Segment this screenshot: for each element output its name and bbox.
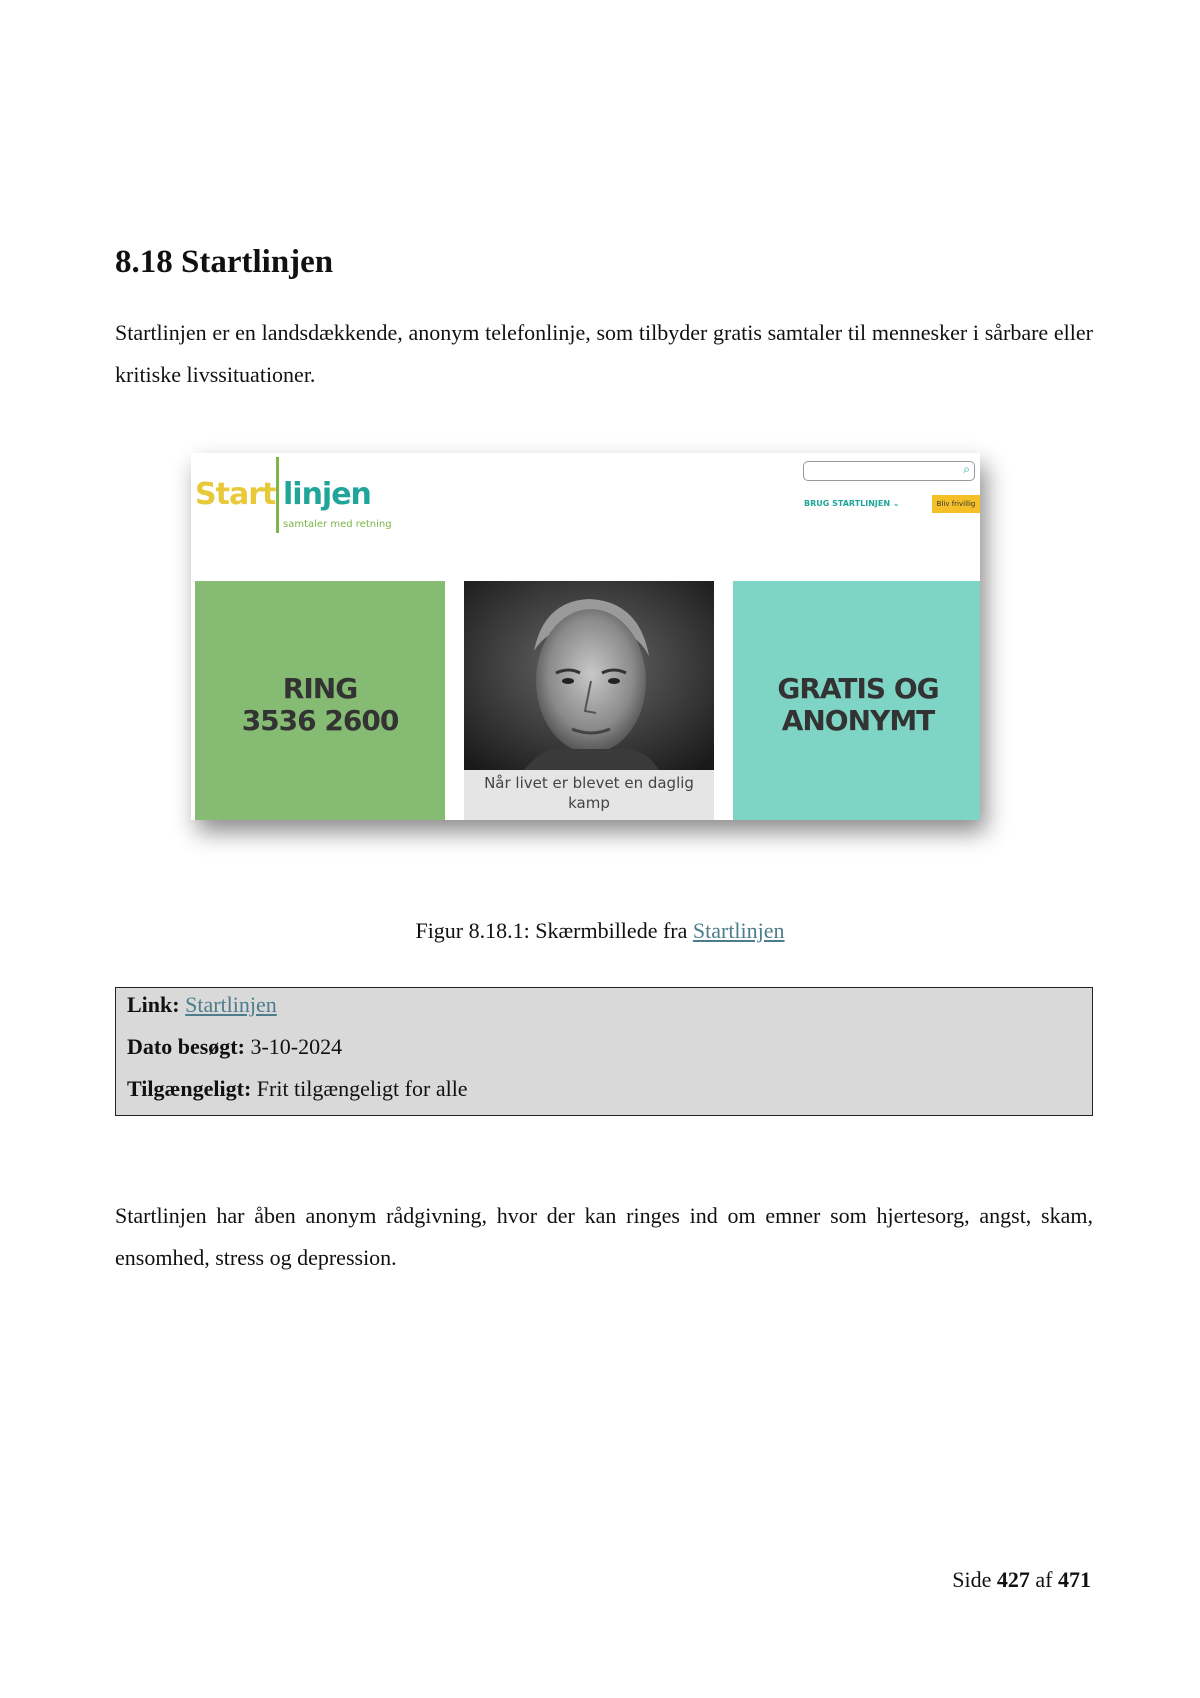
intro-paragraph: Startlinjen er en landsdækkende, anonym telefonlinje, som tilbyder gratis samtaler til mennesker i sårbare eller kritiske livssituationer. [115,320,1093,387]
section-title: 8.18 Startlinjen [115,244,334,280]
info-date-value: 3-10-2024 [250,1034,343,1059]
body-paragraph: Startlinjen har åben anonym rådgivning, hvor der kan ringes ind om emner som hjertesorg, angst, skam, ensomhed, stress og depression. [115,1203,1093,1270]
info-access-label: Tilgængeligt: [127,1076,252,1101]
call-tile-line1: RING [282,672,358,705]
startlinjen-logo [195,455,395,535]
logo-linjen-text: linjen [283,477,371,512]
info-date-row [127,1032,342,1062]
logo-tagline: samtaler med retning [283,519,392,530]
photo-caption: Når livet er blevet en daglig kamp [484,774,694,812]
call-tile[interactable] [195,581,445,820]
info-link[interactable]: Startlinjen [185,992,277,1017]
page-total: 471 [1058,1567,1091,1592]
page-current: 427 [996,1567,1030,1592]
info-access-value: Frit tilgængeligt for alle [256,1076,468,1101]
page-side-label: Side [952,1567,992,1592]
volunteer-button[interactable]: Bliv frivillig [932,495,980,513]
logo-divider [276,457,279,533]
info-date-label: Dato besøgt: [127,1034,245,1059]
website-screenshot [191,453,980,820]
nav-brug-startlinjen[interactable]: BRUG STARTLINJEN ⌄ [804,499,900,508]
search-icon: ⌕ [963,462,970,476]
figure-caption-text: Figur 8.18.1: Skærmbillede fra [415,918,693,943]
page-number [952,1565,1091,1595]
figure-caption [0,916,1200,946]
photo-tile[interactable] [464,581,714,820]
free-tile-line1: GRATIS OG [777,672,939,705]
search-input[interactable] [803,461,975,481]
call-tile-line2: 3536 2600 [241,704,399,737]
info-link-row [127,990,277,1020]
free-anonymous-tile[interactable] [733,581,980,820]
page-of-label: af [1035,1567,1053,1592]
free-tile-line2: ANONYMT [781,704,935,737]
info-access-row [127,1074,468,1104]
logo-start-text: Start [195,477,276,512]
figure-caption-link[interactable]: Startlinjen [692,918,785,943]
portrait-image [464,581,714,770]
info-link-label: Link: [127,992,180,1017]
info-box [115,987,1093,1116]
